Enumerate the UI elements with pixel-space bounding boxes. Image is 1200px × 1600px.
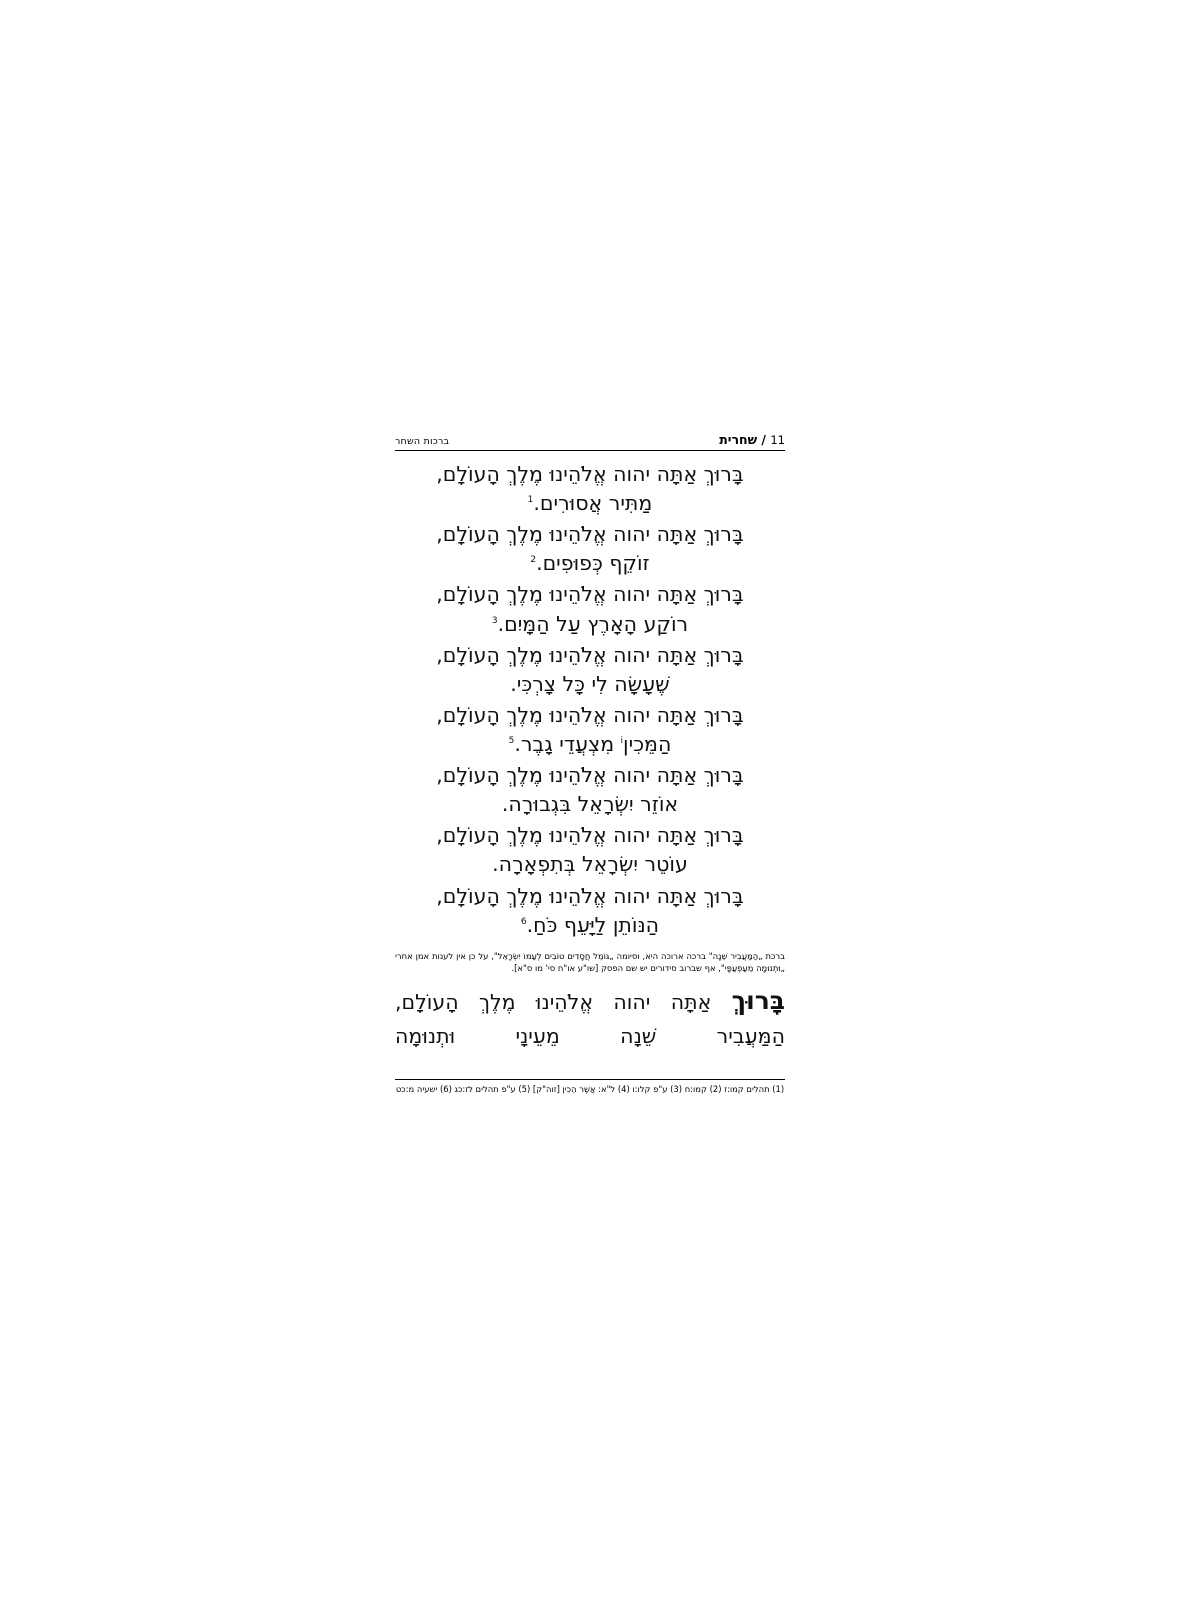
final-blessing-line-2: הַמַּעֲבִיר שֵׁנָה מֵעֵינָי וּתְנוּמָה [395,1023,785,1048]
blessing-line-1: בָּרוּךְ אַתָּה יהוה אֱלֹהֵינוּ מֶלֶךְ הָעוֹלָם, [436,462,744,486]
blessing-line-2 [395,549,785,578]
blessing-line-2-text: אוֹזֵר יִשְׂרָאֵל בִּגְבוּרָה. [501,792,679,817]
blessing-line-1: בָּרוּךְ אַתָּה יהוה אֱלֹהֵינוּ מֶלֶךְ הָעוֹלָם, [436,883,744,908]
blessing-line-1: בָּרוּךְ אַתָּה יהוה אֱלֹהֵינוּ מֶלֶךְ הָעוֹלָם, [436,582,744,607]
blessings-list [395,460,785,940]
blessing-line-2 [395,670,785,699]
page-number-separator: / [761,432,766,447]
blessing-line-2 [395,730,785,759]
blessing-line-2-text: שֶׁעָשָׂה לִי כָּל צָרְכִּי. [510,671,670,696]
blessing-line-1: בָּרוּךְ אַתָּה יהוה אֱלֹהֵינוּ מֶלֶךְ הָעוֹלָם, [436,702,744,727]
page-number: 11 [770,433,785,447]
final-blessing-opening-word: בָּרוּךְ [731,986,785,1016]
blessing-line-2 [395,911,785,940]
footnote-list: (1) תהלים קמו:ז (2) קמו:ח (3) ע"פ קלו:ו (4) ל"א: אֲשֶׁר הֵכִין [זוה"ק] (5) ע"פ תהלים לז:כג (6) ישעיה מ:כט [395,1083,785,1094]
blessing-item [395,460,785,518]
header-service-and-page [719,432,785,447]
variant-marker: i [620,736,624,747]
footnote-divider [395,1079,785,1080]
blessing-item [395,761,785,819]
blessing-item [395,701,785,759]
blessing-line-1: בָּרוּךְ אַתָּה יהוה אֱלֹהֵינוּ מֶלֶךְ הָעוֹלָם, [436,522,744,547]
blessing-item [395,882,785,940]
footnote-marker: 2 [530,555,537,566]
final-blessing-line-1 [395,982,785,1021]
blessing-line-2-text: מַתִּיר אֲסוּרִים. [533,491,653,516]
footnote-marker: 3 [491,615,498,626]
blessing-item [395,580,785,638]
blessing-line-1: בָּרוּךְ אַתָּה יהוה אֱלֹהֵינוּ מֶלֶךְ הָעוֹלָם, [436,642,744,667]
blessing-line-2-text: זוֹקֵף כְּפוּפִים. [536,551,650,576]
footnote-marker: 5 [508,736,515,747]
blessing-item [395,520,785,578]
blessing-line-2 [395,610,785,639]
commentary-note: ברכת „הַמַּעֲבִיר שֵׁנָה" ברכה ארוכה היא, וסיומה „גּוֹמֵל חֲסָדִים טוֹבִים לְעַמּוֹ יִשְׂרָאֵל", על כן אין לענות אמן אחרי „וּתְנוּמָה מֵעַפְעַפָּי", אף שברוב סידורים יש שם הפסק [שו"ע או"ח סי' מו ס"א]. [395,950,785,973]
blessing-item [395,821,785,879]
blessing-line-2 [395,489,785,518]
final-blessing-line-1-rest: אַתָּה יהוה אֱלֹהֵינוּ מֶלֶךְ הָעוֹלָם, [395,990,712,1015]
blessing-line-1: בָּרוּךְ אַתָּה יהוה אֱלֹהֵינוּ מֶלֶךְ הָעוֹלָם, [436,823,744,848]
blessing-line-2-text: הַמֵּכִין [623,731,672,756]
service-name: שחרית [719,432,758,447]
blessing-line-2 [395,790,785,819]
footnote-marker: 6 [520,916,527,927]
blessing-line-1: בָּרוּךְ אַתָּה יהוה אֱלֹהֵינוּ מֶלֶךְ הָעוֹלָם, [436,763,744,788]
final-blessing [395,982,785,1053]
blessing-line-2 [395,850,785,879]
blessing-line-2-text: עוֹטֵר יִשְׂרָאֵל בְּתִפְאָרָה. [492,852,688,877]
blessing-line-2-text: רוֹקַע הָאָרֶץ עַל הַמָּיִם. [497,611,689,636]
footnote-marker: 1 [527,495,534,506]
header-section-title: ברכות השחר [395,436,450,447]
blessing-line-2-text: הַנּוֹתֵן לַיָּעֵף כֹּחַ. [526,912,660,937]
blessing-item [395,641,785,699]
blessing-line-2-rest: מִצְעֲדֵי גָבֶר. [514,731,621,756]
page-content [395,432,785,1095]
page-header [395,432,785,451]
